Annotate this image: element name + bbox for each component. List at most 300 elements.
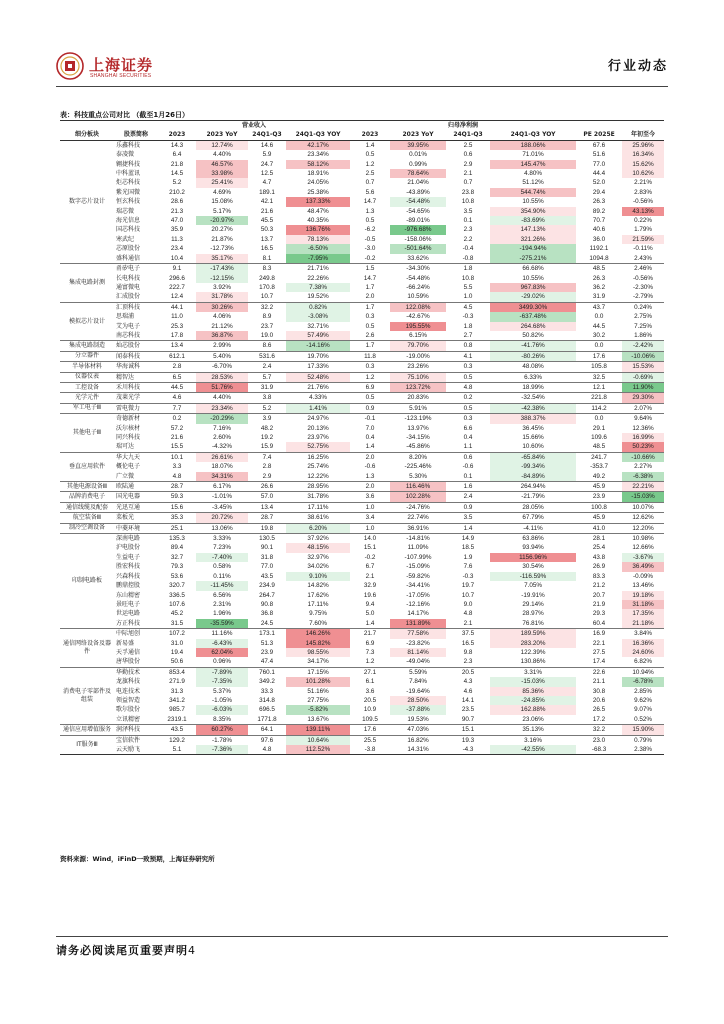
- table-cell: 16.34%: [622, 150, 664, 159]
- table-cell: 31.8: [260, 553, 274, 561]
- table-cell: -1.05%: [212, 696, 232, 704]
- table-cell: 5.2: [172, 179, 182, 187]
- table-cell: 21.3: [170, 207, 184, 215]
- table-cell: 29.1: [592, 424, 606, 432]
- table-cell: 25.74%: [307, 463, 329, 471]
- table-cell: 2.4: [248, 362, 286, 372]
- table-cell: -54.48%: [406, 274, 430, 282]
- table-row: [60, 735, 664, 745]
- table-cell: 19.0: [248, 331, 286, 341]
- table-cell: 0.22%: [634, 217, 652, 225]
- table-cell: 20.27%: [211, 226, 233, 234]
- table-cell: 2.31%: [213, 600, 231, 608]
- table-cell: 28.1: [592, 535, 606, 543]
- table-cell: 10.7: [461, 591, 475, 599]
- table-cell: 48.08%: [490, 362, 576, 372]
- table-cell: 13.4: [248, 502, 286, 512]
- table-cell: 210.2: [169, 188, 185, 196]
- table-cell: 16.36%: [622, 639, 664, 648]
- table-cell: 32.71%: [307, 322, 329, 330]
- table-cell: 12.1: [576, 382, 622, 392]
- table-cell: -12.15%: [196, 274, 248, 283]
- column-header: 2023 YoY: [390, 130, 446, 140]
- header-spacer: [114, 121, 158, 131]
- table-cell: 14.1: [461, 696, 475, 704]
- table-cell: -275.21%: [490, 254, 576, 264]
- table-cell: 341.2: [169, 696, 185, 704]
- table-cell: -24.76%: [390, 502, 446, 512]
- company-name: 灿芯股份: [114, 341, 158, 351]
- table-cell: 1.1: [446, 442, 490, 452]
- table-cell: -0.1: [364, 415, 376, 423]
- table-cell: 14.3: [170, 141, 184, 149]
- table-cell: -49.04%: [390, 657, 446, 667]
- table-cell: 7.16%: [213, 424, 231, 432]
- table-cell: -15.09%: [406, 563, 430, 571]
- table-cell: 10.64%: [286, 735, 350, 745]
- table-row: [60, 600, 664, 609]
- table-cell: 102.28%: [390, 492, 446, 502]
- company-name: 翱捷科技: [116, 160, 141, 168]
- table-row: [60, 244, 664, 253]
- table-cell: 36.49%: [622, 562, 664, 571]
- table-cell: 17.6: [350, 725, 390, 735]
- table-cell: 11.90%: [622, 382, 664, 392]
- table-cell: 51.76%: [196, 382, 248, 392]
- table-cell: 21.18%: [622, 619, 664, 629]
- table-row: [60, 629, 664, 639]
- table-cell: 16.99%: [622, 433, 664, 442]
- table-row: [60, 424, 664, 433]
- company-name: 盛科通信: [114, 254, 158, 264]
- table-cell: 222.7: [169, 283, 185, 291]
- table-cell: 36.91%: [390, 523, 446, 533]
- table-cell: 2.6: [350, 331, 390, 341]
- table-row: [60, 482, 664, 492]
- table-cell: 13.67%: [286, 715, 350, 725]
- table-cell: 79.70%: [390, 341, 446, 351]
- table-cell: 53.6: [170, 572, 184, 580]
- table-cell: 36.0: [592, 235, 606, 243]
- table-cell: 0.4: [463, 434, 473, 441]
- table-cell: -501.64%: [390, 244, 446, 253]
- table-row: [60, 687, 664, 696]
- segment-label: 其他电源设备Ⅲ: [60, 482, 114, 492]
- table-cell: 29.3: [592, 610, 606, 618]
- segment-label: 集成电路封测: [60, 264, 114, 303]
- table-cell: 1.4: [365, 141, 375, 149]
- table-cell: -123.19%: [404, 415, 432, 423]
- table-cell: -0.09%: [633, 572, 653, 580]
- table-cell: 0.5: [365, 322, 375, 330]
- company-name: 中际旭创: [116, 630, 141, 638]
- table-cell: 195.55%: [390, 322, 446, 331]
- table-row: [60, 362, 664, 372]
- table-cell: -43.89%: [406, 188, 430, 196]
- table-cell: 44.5: [592, 322, 606, 330]
- table-cell: 8.9: [262, 313, 272, 321]
- table-cell: 0.58%: [213, 563, 231, 571]
- table-cell: 0.6: [463, 453, 473, 461]
- column-header: 24Q1-Q3: [446, 130, 490, 140]
- table-cell: 24.97%: [307, 415, 329, 423]
- table-cell: 14.0: [363, 535, 377, 543]
- company-name: 华大九天: [116, 453, 141, 461]
- table-cell: 34.31%: [196, 472, 248, 482]
- table-cell: -0.4: [462, 245, 474, 253]
- table-cell: 23.06%: [490, 715, 576, 725]
- table-cell: 9.10%: [286, 572, 350, 581]
- table-cell: 47.03%: [390, 725, 446, 735]
- company-name: 生益电子: [116, 553, 141, 561]
- table-cell: -1.78%: [212, 736, 232, 744]
- table-cell: 6.1: [365, 678, 375, 686]
- company-name: 领益智造: [116, 696, 141, 704]
- table-row: [60, 216, 664, 225]
- table-cell: 9.75%: [309, 610, 327, 618]
- table-cell: 2.0: [350, 482, 390, 492]
- table-row: [60, 639, 664, 648]
- table-row: [60, 581, 664, 590]
- company-name: 兴森科技: [116, 572, 141, 580]
- company-name: 世运电路: [116, 610, 141, 618]
- table-cell: 0.4: [365, 434, 375, 441]
- table-cell: 21.71%: [307, 265, 329, 273]
- table-cell: -0.69%: [622, 372, 664, 382]
- table-cell: -6.43%: [196, 639, 248, 648]
- table-cell: 22.6: [592, 668, 606, 676]
- table-cell: 29.14%: [522, 600, 544, 608]
- table-row: [60, 523, 664, 533]
- table-cell: -12.73%: [210, 245, 234, 253]
- table-cell: 0.99%: [409, 160, 427, 168]
- table-cell: 1.0: [350, 523, 390, 533]
- table-row: [60, 178, 664, 187]
- segment-label: 航空装备Ⅲ: [60, 513, 114, 523]
- table-row: [60, 322, 664, 331]
- table-cell: 20.5: [363, 696, 377, 704]
- table-row: [60, 351, 664, 361]
- table-cell: 1.2: [350, 372, 390, 382]
- table-cell: 9.1: [172, 265, 182, 273]
- table-cell: 5.6: [365, 188, 375, 196]
- table-row: [60, 150, 664, 159]
- table-cell: 19.18%: [622, 591, 664, 600]
- table-cell: -4.32%: [196, 442, 248, 452]
- table-cell: 131.89%: [390, 619, 446, 629]
- table-cell: -107.99%: [404, 553, 432, 561]
- header-divider: [56, 86, 668, 87]
- company-name: 寒武纪: [116, 235, 135, 243]
- table-cell: -10.06%: [622, 351, 664, 361]
- table-cell: 25.96%: [622, 140, 664, 150]
- table-cell: -15.03%: [490, 677, 576, 686]
- table-cell: 145.47%: [490, 160, 576, 169]
- table-cell: 10.4: [158, 254, 196, 264]
- table-row: [60, 472, 664, 482]
- segment-label: 光学元件: [60, 393, 114, 403]
- table-cell: 11.3: [171, 235, 183, 243]
- table-cell: 45.9: [576, 513, 622, 523]
- table-cell: 27.1: [363, 668, 377, 676]
- table-cell: 4.5: [463, 303, 473, 311]
- table-cell: 21.9: [592, 600, 606, 608]
- table-cell: -20.29%: [196, 414, 248, 424]
- table-cell: 22.74%: [390, 513, 446, 523]
- table-cell: -29.02%: [490, 292, 576, 302]
- table-cell: 29.30%: [622, 393, 664, 403]
- table-cell: -6.70%: [196, 362, 248, 372]
- table-cell: 22.1: [592, 639, 606, 647]
- table-cell: 50.23%: [622, 442, 664, 452]
- table-cell: 98.55%: [286, 648, 350, 657]
- segment-label: 印制电路板: [60, 534, 114, 629]
- company-name: 海光信息: [116, 217, 141, 225]
- table-cell: 24.7: [260, 160, 274, 168]
- table-row: [60, 331, 664, 341]
- table-cell: -0.56%: [633, 198, 653, 206]
- table-row: [60, 442, 664, 452]
- table-cell: 112.52%: [286, 745, 350, 755]
- table-cell: 52.75%: [286, 442, 350, 452]
- table-cell: 4.3: [463, 678, 473, 686]
- table-cell: 51.3: [260, 639, 274, 647]
- page-header: [56, 50, 668, 86]
- table-cell: 4.8: [463, 610, 473, 618]
- table-cell: 14.31%: [390, 745, 446, 755]
- table-cell: 985.7: [169, 706, 185, 714]
- table-cell: 28.95%: [286, 482, 350, 492]
- table-cell: 35.17%: [196, 254, 248, 264]
- company-name: 乐鑫科技: [116, 141, 141, 149]
- table-row: [60, 169, 664, 178]
- table-cell: -68.3: [576, 745, 622, 755]
- table-cell: 0.2: [446, 393, 490, 403]
- table-cell: 28.7: [158, 482, 196, 492]
- table-cell: -6.50%: [286, 244, 350, 253]
- table-cell: -12.16%: [406, 600, 430, 608]
- table-cell: 46.57%: [196, 160, 248, 169]
- table-cell: -19.64%: [406, 687, 430, 695]
- table-cell: 48.5: [592, 265, 606, 273]
- table-cell: 0.9: [446, 502, 490, 512]
- table-cell: 8.3: [262, 265, 272, 273]
- table-row: [60, 274, 664, 283]
- table-cell: 7.6: [463, 563, 473, 571]
- table-cell: 19.6: [363, 591, 377, 599]
- table-cell: -4.11%: [490, 523, 576, 533]
- table-cell: 22.21%: [622, 482, 664, 492]
- table-cell: 14.82%: [307, 582, 329, 590]
- table-cell: 7.3: [365, 648, 375, 656]
- table-cell: 114.2: [576, 403, 622, 413]
- table-cell: -54.48%: [390, 197, 446, 206]
- table-cell: 49.2: [576, 472, 622, 482]
- table-cell: -2.79%: [622, 292, 664, 302]
- table-cell: 1.9: [463, 553, 473, 561]
- table-cell: 5.91%: [390, 403, 446, 413]
- table-cell: 10.55%: [522, 274, 544, 282]
- table-cell: 2.1: [446, 619, 490, 629]
- table-cell: 50.6: [158, 657, 196, 667]
- table-cell: 8.6: [248, 341, 286, 351]
- table-cell: 10.8: [461, 198, 475, 206]
- table-cell: 3.8: [248, 393, 286, 403]
- table-cell: 78.13%: [286, 235, 350, 244]
- table-cell: 7.05%: [524, 582, 542, 590]
- table-cell: 21.6: [260, 207, 274, 215]
- table-cell: -116.59%: [490, 572, 576, 581]
- company-name: 华海诚科: [114, 362, 158, 372]
- table-cell: 15.08%: [211, 198, 233, 206]
- table-cell: 2.99%: [196, 341, 248, 351]
- table-cell: 189.59%: [490, 629, 576, 639]
- table-cell: 136.76%: [286, 225, 350, 234]
- table-cell: 130.5: [259, 535, 275, 543]
- company-name: 深南电路: [116, 535, 141, 543]
- table-cell: 48.2: [260, 424, 274, 432]
- table-row: [60, 433, 664, 442]
- header-spacer: [576, 121, 622, 131]
- table-row: [60, 725, 664, 735]
- table-cell: -14.16%: [286, 341, 350, 351]
- table-cell: 16.5: [461, 639, 475, 647]
- table-cell: -6.78%: [622, 677, 664, 686]
- company-name: 概伦电子: [116, 463, 141, 471]
- table-cell: 42.17%: [286, 140, 350, 150]
- table-cell: 23.34%: [196, 403, 248, 413]
- company-name: 芯原股份: [116, 245, 141, 253]
- table-cell: 4.6: [463, 687, 473, 695]
- table-cell: 45.9: [576, 482, 622, 492]
- table-cell: -0.56%: [633, 274, 653, 282]
- table-cell: 173.1: [259, 630, 275, 638]
- table-cell: 760.1: [259, 668, 275, 676]
- table-cell: 107.6: [169, 600, 185, 608]
- company-name: 奇德新材: [116, 415, 141, 423]
- table-cell: 17.11%: [286, 502, 350, 512]
- table-cell: 19.3: [461, 736, 475, 744]
- table-row: [60, 188, 664, 197]
- table-cell: 5.17%: [213, 207, 231, 215]
- table-cell: 16.5: [260, 245, 274, 253]
- table-cell: 2.3: [463, 226, 473, 234]
- table-cell: 41.0: [576, 523, 622, 533]
- table-cell: 40.35%: [307, 217, 329, 225]
- table-cell: 90.1: [260, 544, 274, 552]
- table-cell: 10.94%: [632, 668, 654, 676]
- source-note: 资料来源：Wind，iFinD一致预期，上海证券研究所: [60, 855, 215, 863]
- column-header: 2023: [350, 130, 390, 140]
- table-cell: 5.59%: [409, 668, 427, 676]
- table-cell: 4.33%: [286, 393, 350, 403]
- table-cell: 0.0: [594, 415, 604, 423]
- table-cell: 2.0: [365, 453, 375, 461]
- table-cell: 64.1: [248, 725, 286, 735]
- table-cell: 28.53%: [196, 372, 248, 382]
- table-row: [60, 372, 664, 382]
- table-cell: 20.83%: [390, 393, 446, 403]
- table-cell: -89.01%: [406, 217, 430, 225]
- table-cell: -0.2: [364, 553, 376, 561]
- table-cell: 11.09%: [407, 544, 429, 552]
- table-cell: 32.9: [363, 582, 377, 590]
- company-name: 云天励飞: [114, 745, 158, 755]
- table-cell: 14.6: [260, 141, 274, 149]
- table-cell: 1.41%: [286, 403, 350, 413]
- table-cell: 83.3: [592, 572, 606, 580]
- table-cell: 4.1: [446, 351, 490, 361]
- table-cell: 38.61%: [286, 513, 350, 523]
- table-cell: 2.3: [446, 657, 490, 667]
- table-cell: 3.4: [350, 513, 390, 523]
- table-cell: -42.67%: [406, 313, 430, 321]
- table-cell: 48.47%: [307, 207, 329, 215]
- brand-name-en: SHANGHAI SECURITIES: [90, 73, 152, 79]
- table-cell: -6.38%: [622, 472, 664, 482]
- table-row: [60, 696, 664, 705]
- table-cell: 21.1: [592, 678, 606, 686]
- table-cell: 1.4: [446, 523, 490, 533]
- table-cell: 2.07%: [622, 403, 664, 413]
- table-cell: 9.62%: [634, 696, 652, 704]
- company-name: 天孚通信: [116, 648, 141, 656]
- net-profit-group-header: 归母净利润: [448, 122, 479, 129]
- segment-label: 模拟芯片设计: [60, 302, 114, 341]
- table-cell: 32.2: [576, 725, 622, 735]
- table-row: [60, 225, 664, 234]
- segment-label: IT服务Ⅲ: [60, 735, 114, 755]
- company-comparison-table: [60, 120, 664, 755]
- table-row: [60, 254, 664, 264]
- table-cell: -3.0: [364, 245, 376, 253]
- table-cell: 1156.96%: [490, 553, 576, 562]
- table-cell: 2.43%: [622, 254, 664, 264]
- table-cell: -84.89%: [490, 472, 576, 482]
- table-cell: 60.4: [576, 619, 622, 629]
- table-cell: 23.4: [170, 245, 184, 253]
- table-cell: 6.7: [365, 563, 375, 571]
- company-name: 汇成股份: [114, 292, 158, 302]
- table-cell: 67.6: [592, 141, 606, 149]
- table-cell: 32.97%: [307, 553, 329, 561]
- table-cell: 249.8: [259, 274, 275, 282]
- table-cell: 122.08%: [390, 302, 446, 312]
- table-cell: -19.00%: [390, 351, 446, 361]
- table-cell: 14.17%: [407, 610, 429, 618]
- segment-label: 通信应用增值服务: [60, 725, 114, 735]
- table-cell: 3.31%: [524, 668, 542, 676]
- company-name: 恒玄科技: [116, 198, 141, 206]
- table-cell: -7.36%: [196, 745, 248, 755]
- segment-label: 仪器仪表: [60, 372, 114, 382]
- table-cell: 3499.30%: [490, 302, 576, 312]
- table-cell: 52.0: [592, 179, 606, 187]
- table-cell: 21.7: [363, 630, 377, 638]
- table-cell: 21.2: [592, 582, 606, 590]
- table-cell: 26.9: [592, 563, 606, 571]
- company-name: 东山精密: [116, 591, 141, 599]
- table-cell: 3.5: [463, 207, 473, 215]
- table-cell: 109.5: [350, 715, 390, 725]
- table-cell: 1.7: [350, 341, 390, 351]
- table-cell: 3.6: [350, 492, 390, 502]
- table-cell: 51.16%: [307, 687, 329, 695]
- table-row: [60, 609, 664, 618]
- table-cell: 40.6: [592, 226, 606, 234]
- table-cell: 31.78%: [196, 292, 248, 302]
- header-spacer: [622, 121, 664, 131]
